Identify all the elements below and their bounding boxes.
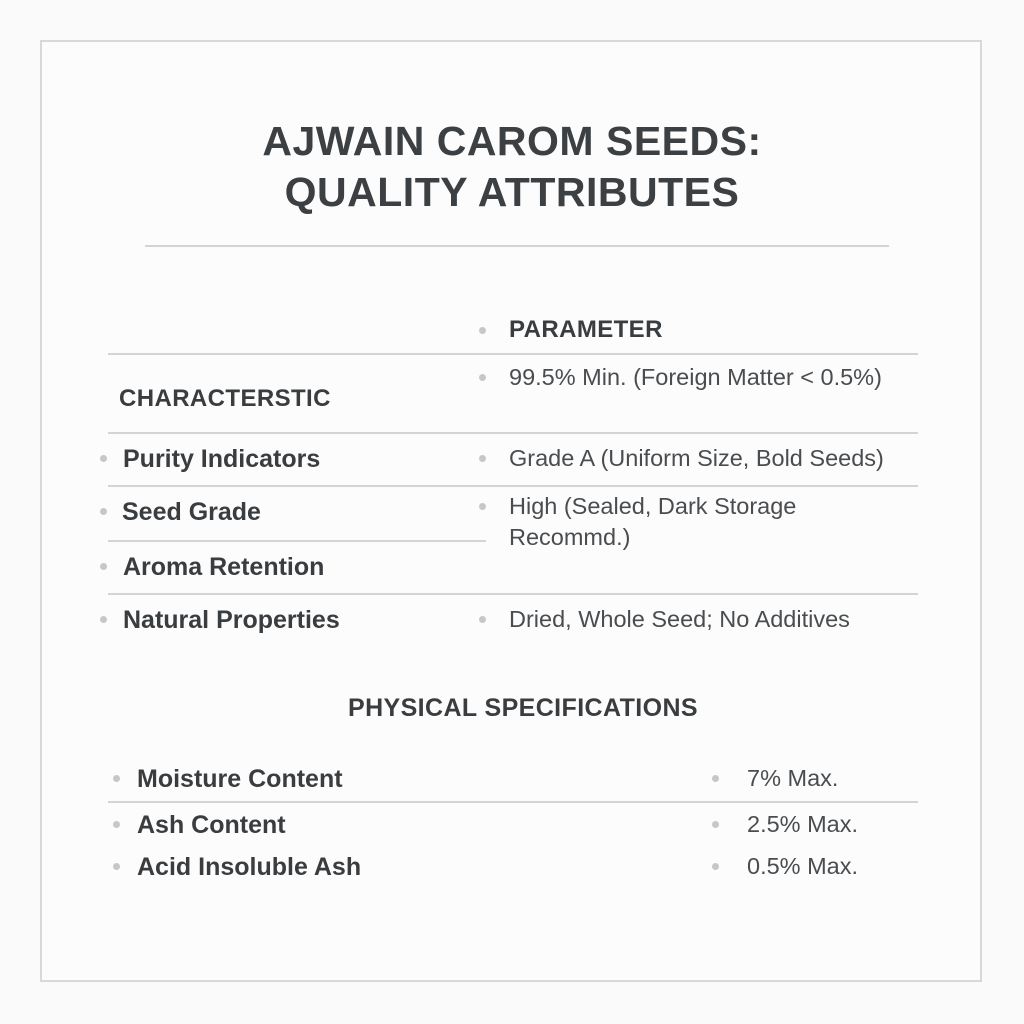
characteristic-seed-grade: Seed Grade xyxy=(122,498,261,526)
parameter-value-aroma: High (Sealed, Dark Storage Recommd.) xyxy=(509,493,797,550)
bullet-icon xyxy=(479,503,486,510)
bullet-icon xyxy=(712,775,719,782)
bullet-icon xyxy=(100,508,107,515)
bullet-icon xyxy=(100,616,107,623)
table-divider xyxy=(108,485,918,487)
bullet-icon xyxy=(113,775,120,782)
bullet-icon xyxy=(479,374,486,381)
physical-specifications-heading: PHYSICAL SPECIFICATIONS xyxy=(348,694,698,722)
characteristic-purity-indicators: Purity Indicators xyxy=(123,445,321,473)
parameter-value-grade: Grade A (Uniform Size, Bold Seeds) xyxy=(509,445,884,471)
bullet-icon xyxy=(479,327,486,334)
spec-value-ash: 2.5% Max. xyxy=(747,811,859,837)
parameter-value-purity: 99.5% Min. (Foreign Matter < 0.5%) xyxy=(509,364,882,390)
bullet-icon xyxy=(113,863,120,870)
characteristic-aroma-retention: Aroma Retention xyxy=(123,553,325,581)
spec-value-acid-insoluble-ash: 0.5% Max. xyxy=(747,853,859,879)
bullet-icon xyxy=(712,821,719,828)
table-divider xyxy=(108,593,918,595)
table-divider xyxy=(108,353,918,355)
spec-label-ash: Ash Content xyxy=(137,811,286,839)
bullet-icon xyxy=(479,616,486,623)
parameter-value-natural: Dried, Whole Seed; No Additives xyxy=(509,606,850,632)
page-title-line-1: AJWAIN CAROM SEEDS: xyxy=(262,118,762,164)
bullet-icon xyxy=(113,821,120,828)
page-title-line-2: QUALITY ATTRIBUTES xyxy=(284,169,740,215)
table-divider xyxy=(108,801,918,803)
bullet-icon xyxy=(100,563,107,570)
spec-value-moisture: 7% Max. xyxy=(747,765,839,791)
table-divider xyxy=(108,432,918,434)
bullet-icon xyxy=(712,863,719,870)
characteristic-natural-properties: Natural Properties xyxy=(123,606,340,634)
bullet-icon xyxy=(100,455,107,462)
bullet-icon xyxy=(479,455,486,462)
title-divider xyxy=(145,245,889,247)
characteristic-column-header: CHARACTERSTIC xyxy=(119,385,331,412)
spec-label-moisture: Moisture Content xyxy=(137,765,343,793)
parameter-column-header: PARAMETER xyxy=(509,316,663,343)
spec-label-acid-insoluble-ash: Acid Insoluble Ash xyxy=(137,853,362,881)
table-divider-short xyxy=(108,540,486,542)
